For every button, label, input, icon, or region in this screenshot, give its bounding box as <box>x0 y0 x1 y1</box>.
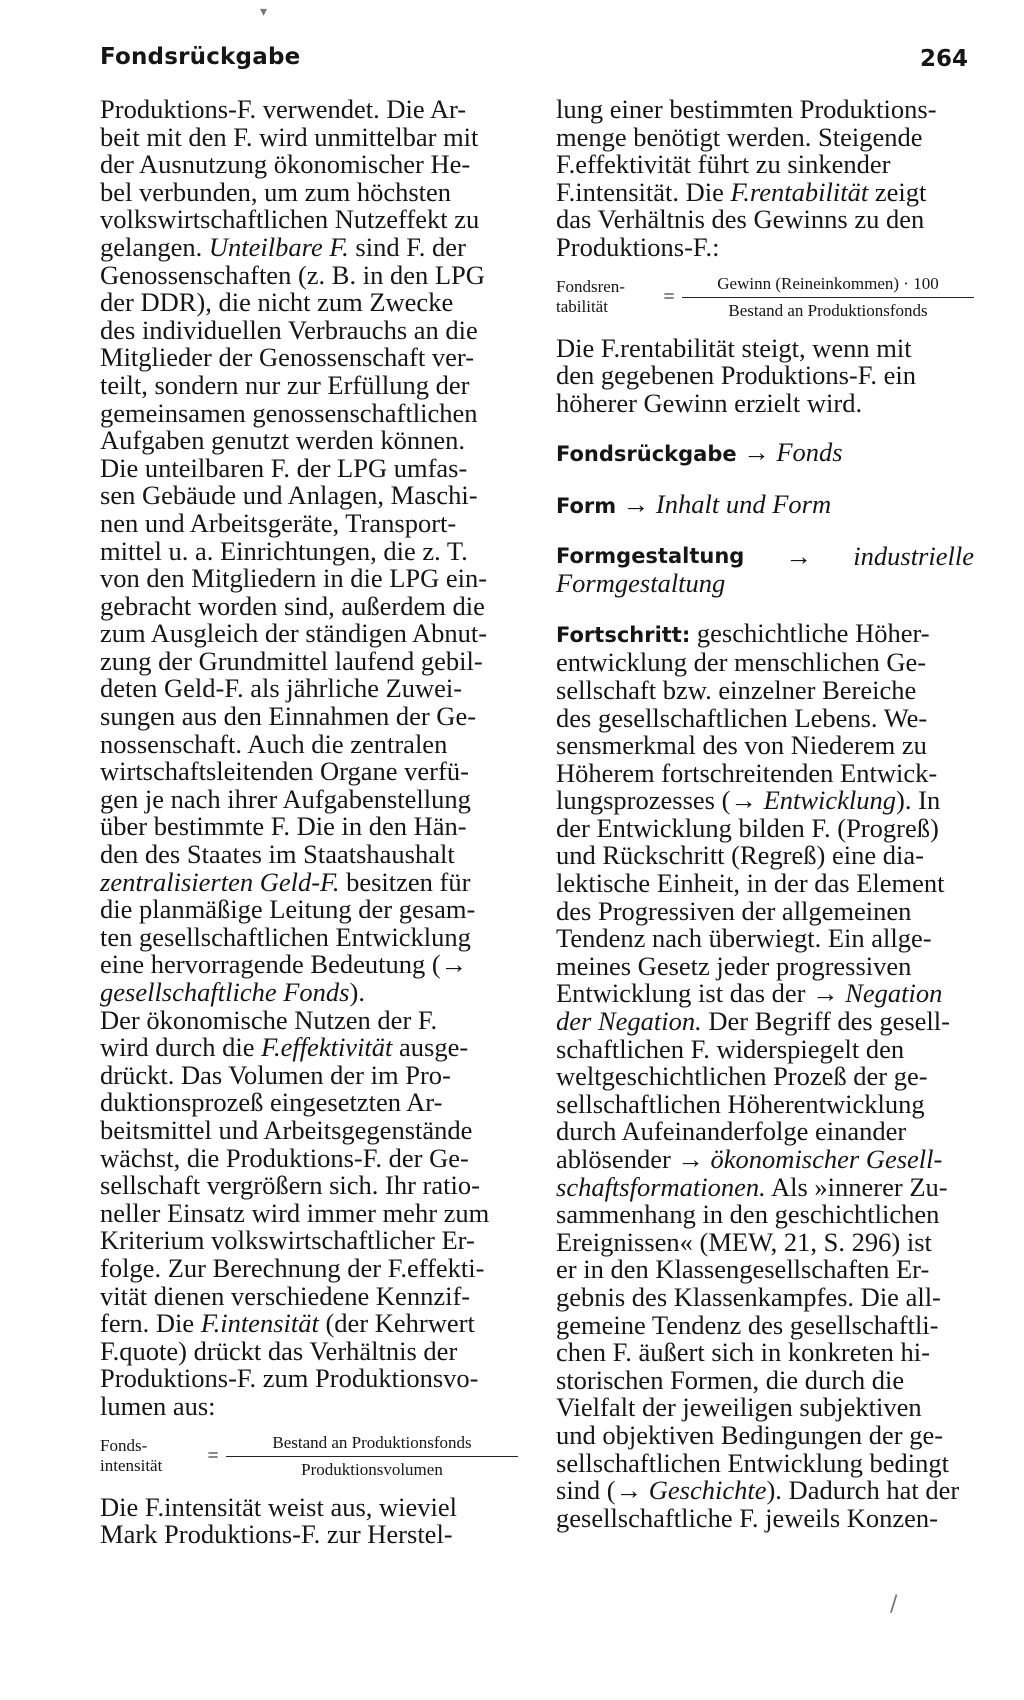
text-line: gesellschaftliche Fonds). <box>100 977 365 1007</box>
text-line: ablösender → ökonomischer Gesell- <box>556 1144 943 1174</box>
text-line: sungen aus den Einnahmen der Ge- <box>100 701 477 732</box>
text-line: zentralisierten Geld-F. besitzen für <box>100 866 471 897</box>
text-line: gemeine Tendenz des gesellschaftli- <box>556 1309 939 1340</box>
cross-reference-link[interactable]: Negation <box>845 978 943 1009</box>
cross-reference-link[interactable]: Geschichte <box>648 1475 767 1506</box>
text-line: vität dienen verschiedene Kennzif- <box>100 1280 471 1311</box>
text-line: er in den Klassengesellschaften Er- <box>556 1254 930 1285</box>
text-line: von den Mitgliedern in die LPG ein- <box>100 563 488 594</box>
text-line: gen je nach ihrer Aufgabenstellung <box>100 783 471 814</box>
formula-denominator: Produktionsvolumen <box>301 1459 443 1479</box>
cross-reference-link[interactable]: schaftsformationen. <box>556 1171 766 1202</box>
text-line: chen F. äußert sich in konkreten hi- <box>556 1337 930 1368</box>
formula-lhs: Fonds- intensität <box>100 1436 163 1475</box>
text-line: bel verbunden, um zum höchsten <box>100 176 452 207</box>
right-column <box>556 96 974 1532</box>
text-line: über bestimmte F. Die in den Hän- <box>100 811 467 842</box>
text-line: nossenschaft. Auch die zentralen <box>100 728 448 759</box>
arrow-icon: → <box>785 540 813 571</box>
text-line: sensmerkmal des von Niederem zu <box>556 730 927 761</box>
text-line: sammenhang in den geschichtlichen <box>556 1199 940 1230</box>
text-line: sen Gebäude und Anlagen, Maschi- <box>100 480 478 511</box>
text-line <box>556 570 974 598</box>
text-line: nen und Arbeitsgeräte, Transport- <box>100 507 457 538</box>
entry-term: Form <box>556 493 617 518</box>
text-line: des Progressiven der allgemeinen <box>556 895 912 926</box>
text-line: durch Aufeinanderfolge einander <box>556 1116 907 1147</box>
cross-reference-link[interactable]: industrielle <box>853 540 974 571</box>
text-line: F.effektivität führt zu sinkender <box>556 149 891 180</box>
text-line: Aufgaben genutzt werden können. <box>100 425 465 456</box>
text-line: storischen Formen, die durch die <box>556 1364 905 1395</box>
text-line: deten Geld-F. als jährliche Zuwei- <box>100 673 463 704</box>
entry-term: Fondsrückgabe <box>556 442 737 467</box>
text-line: folge. Zur Berechnung der F.effekti- <box>100 1252 485 1283</box>
text-line: beitsmittel und Arbeitsgegenstände <box>100 1114 473 1145</box>
text-line: duktionsprozeß eingesetzten Ar- <box>100 1087 443 1118</box>
text-line: mittel u. a. Einrichtungen, die z. T. <box>100 535 468 566</box>
text-line: und Rückschritt (Regreß) eine dia- <box>556 840 924 871</box>
text-line: des individuellen Verbrauchs an die <box>100 314 478 345</box>
text-line: schaftsformationen. Als »innerer Zu- <box>556 1171 948 1202</box>
text-line: Fortschritt: geschichtliche Höher- <box>556 617 930 648</box>
text-line: Die F.intensität weist aus, wieviel <box>100 1491 458 1522</box>
scan-mark: / <box>890 1592 898 1617</box>
cross-reference-link[interactable]: Entwicklung <box>763 785 897 816</box>
text-line: der Ausnutzung ökonomischer He- <box>100 149 471 180</box>
text-line: Höherem fortschreitenden Entwick- <box>556 757 938 788</box>
entry-fortschritt <box>556 617 974 1533</box>
text-line: lungsprozesses (→ Entwicklung). In <box>556 785 941 816</box>
text-line: das Verhältnis des Gewinns zu den <box>556 204 925 235</box>
text-line: Der ökonomische Nutzen der F. <box>100 1004 438 1035</box>
text-line: gebracht worden sind, außerdem die <box>100 590 485 621</box>
entry-term: Formgestaltung <box>556 543 745 568</box>
text-line: des gesellschaftlichen Lebens. We- <box>556 702 928 733</box>
text-line: Die F.rentabilität steigt, wenn mit <box>556 332 912 363</box>
text-line: den gegebenen Produktions-F. ein <box>556 360 916 391</box>
scan-speck: ▾ <box>260 4 268 20</box>
text-line: sellschaftlichen Entwicklung bedingt <box>556 1447 949 1478</box>
text-line: lektische Einheit, in der das Element <box>556 868 945 899</box>
entry-fondsrueckgabe <box>556 439 974 469</box>
arrow-icon: → <box>743 437 770 468</box>
text-line: Produktions-F.: <box>556 231 720 262</box>
text-line: wird durch die F.effektivität ausge- <box>100 1032 469 1063</box>
text-line: F.quote) drückt das Verhältnis der <box>100 1335 458 1366</box>
text-line: entwicklung der menschlichen Ge- <box>556 647 927 678</box>
cross-reference: F.intensität <box>200 1308 319 1339</box>
text-line: drückt. Das Volumen der im Pro- <box>100 1059 451 1090</box>
formula-numerator: Gewinn (Reineinkommen) · 100 <box>682 274 974 298</box>
text-line: zung der Grundmittel laufend gebil- <box>100 645 483 676</box>
formula-fraction <box>682 274 974 321</box>
entry-term: Fortschritt: <box>556 622 691 647</box>
text-line: der DDR), die nicht zum Zwecke <box>100 287 454 318</box>
text-line: Vielfalt der jeweiligen subjektiven <box>556 1392 922 1423</box>
text-line: sellschaft vergrößern sich. Ihr ratio- <box>100 1170 480 1201</box>
page-number: 264 <box>919 46 968 72</box>
text-line: wächst, die Produktions-F. der Ge- <box>100 1142 469 1173</box>
text-line: den des Staates im Staatshaushalt <box>100 839 455 870</box>
text-line: gelangen. Unteilbare F. sind F. der <box>100 231 466 262</box>
text-line: meines Gesetz jeder progressiven <box>556 950 912 981</box>
text-line: Kriterium volkswirtschaftlicher Er- <box>100 1225 475 1256</box>
text-line: menge benötigt werden. Steigende <box>556 121 923 152</box>
text-line: schaftlichen F. widerspiegelt den <box>556 1033 905 1064</box>
cross-reference-link[interactable]: gesellschaftliche Fonds <box>100 977 350 1007</box>
text-line: Mark Produktions-F. zur Herstel- <box>100 1519 453 1550</box>
cross-reference-link[interactable]: Fonds <box>776 437 843 468</box>
text-line: teilt, sondern nur zur Erfüllung der <box>100 369 470 400</box>
text-line <box>556 540 974 571</box>
entry-form <box>556 488 974 521</box>
text-line: Die unteilbaren F. der LPG umfas- <box>100 452 468 483</box>
formula-numerator: Bestand an Produktionsfonds <box>226 1433 518 1457</box>
entry-formgestaltung <box>556 540 974 599</box>
cross-reference: Unteilbare F. <box>208 231 349 262</box>
text-line: ten gesellschaftlichen Entwicklung <box>100 921 471 952</box>
text-line: Tendenz nach überwiegt. Ein allge- <box>556 923 932 954</box>
text-line: Ereignissen« (MEW, 21, S. 296) ist <box>556 1226 932 1257</box>
text-line: Genossenschaften (z. B. in den LPG <box>100 259 485 290</box>
cross-reference-link[interactable]: Formgestaltung <box>556 568 726 599</box>
text-line: Entwicklung ist das der → Negation <box>556 978 943 1009</box>
text-line: gemeinsamen genossenschaftlichen <box>100 397 478 428</box>
text-line: zum Ausgleich der ständigen Abnut- <box>100 618 488 649</box>
text-line: gesellschaftliche F. jeweils Konzen- <box>556 1502 938 1533</box>
text-line: Produktions-F. verwendet. Die Ar- <box>100 94 467 124</box>
cross-reference: F.rentabilität <box>730 176 869 207</box>
formula-fraction <box>226 1433 518 1480</box>
text-line: sellschaft bzw. einzelner Bereiche <box>556 674 917 705</box>
text-line: wirtschaftsleitenden Organe verfü- <box>100 756 469 787</box>
equals-sign: = <box>663 286 675 309</box>
text-line: höherer Gewinn erzielt wird. <box>556 387 863 418</box>
running-head: Fondsrückgabe <box>100 44 301 70</box>
cross-reference: F.effektivität <box>261 1032 393 1063</box>
cross-reference-link[interactable]: ökonomischer Gesell- <box>710 1144 943 1174</box>
text-line: neller Einsatz wird immer mehr zum <box>100 1197 490 1228</box>
cross-reference-link[interactable]: Inhalt und Form <box>655 488 832 519</box>
equals-sign: = <box>207 1445 219 1467</box>
text-line: sellschaftlichen Höherentwicklung <box>556 1088 925 1119</box>
text-line: eine hervorragende Bedeutung (→ <box>100 949 468 980</box>
text-line: und objektiven Bedingungen der ge- <box>556 1419 944 1450</box>
formula-lhs: Fondsren- tabilität <box>556 277 625 317</box>
fondsintensitaet-formula <box>100 1433 518 1480</box>
formula-denominator: Bestand an Produktionsfonds <box>728 300 928 320</box>
text-line: F.intensität. Die F.rentabilität zeigt <box>556 176 927 207</box>
cross-reference: zentralisierten Geld-F. <box>100 866 340 897</box>
text-line: Mitglieder der Genossenschaft ver- <box>100 342 475 373</box>
text-line: volkswirtschaftlichen Nutzeffekt zu <box>100 204 480 235</box>
text-line: der Entwicklung bilden F. (Progreß) <box>556 812 939 843</box>
text-line: gebnis des Klassenkampfes. Die all- <box>556 1281 941 1312</box>
cross-reference-link[interactable]: der Negation. <box>556 1006 702 1037</box>
left-column <box>100 96 518 1549</box>
text-line: lumen aus: <box>100 1390 216 1421</box>
arrow-icon: → <box>622 488 650 519</box>
text-line: beit mit den F. wird unmittelbar mit <box>100 121 479 152</box>
text-line: sind (→ Geschichte). Dadurch hat der <box>556 1475 960 1506</box>
text-line: lung einer bestimmten Produktions- <box>556 94 937 124</box>
text-line: der Negation. Der Begriff des gesell- <box>556 1006 950 1037</box>
text-line: Produktions-F. zum Produktionsvo- <box>100 1363 479 1394</box>
text-line: fern. Die F.intensität (der Kehrwert <box>100 1308 475 1339</box>
text-line: die planmäßige Leitung der gesam- <box>100 894 476 925</box>
text-line: weltgeschichtlichen Prozeß der ge- <box>556 1061 928 1092</box>
fondsrentabilitaet-formula <box>556 274 974 321</box>
